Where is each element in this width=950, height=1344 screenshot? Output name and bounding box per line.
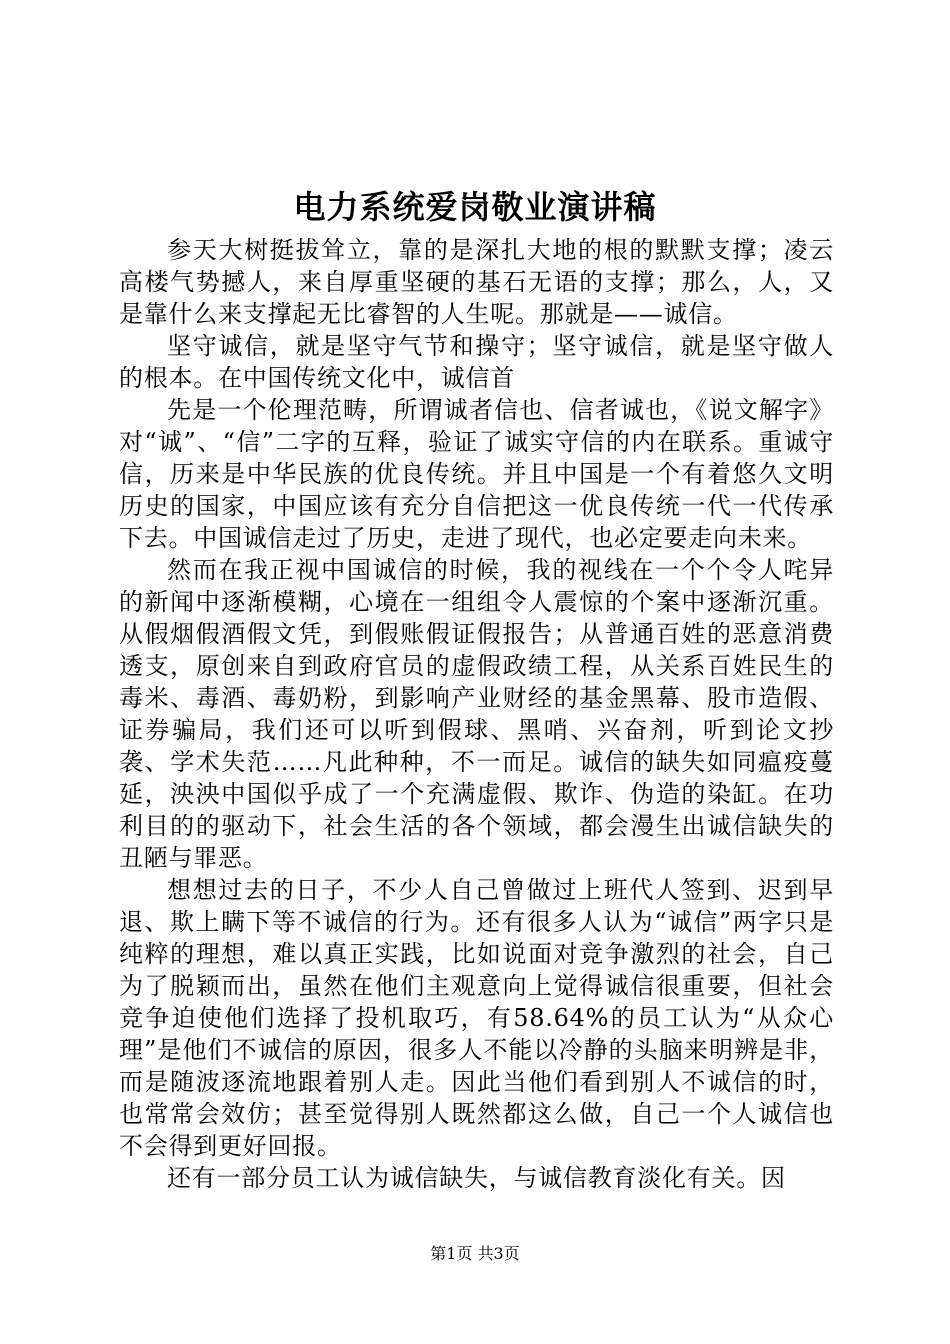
paragraph: 先是一个伦理范畴，所谓诚者信也、信者诚也，《说文解字》对“诚”、“信”二字的互释，验证了诚实守信的内在联系。重诚守信，历来是中华民族的优良传统。并且中国是一个有着悠久文明历史的国家，中国应该有充分自信把这一优良传统一代一代传承下去。中国诚信走过了历史，走进了现代，也必定要走向未来。 xyxy=(119,396,834,552)
paragraph: 参天大树挺拔耸立，靠的是深扎大地的根的默默支撑；凌云高楼气势撼人，来自厚重坚硬的基石无语的支撑；那么，人，又是靠什么来支撑起无比睿智的人生呢。那就是——诚信。 xyxy=(119,236,834,328)
paragraph: 坚守诚信，就是坚守气节和操守；坚守诚信，就是坚守做人的根本。在中国传统文化中，诚信首 xyxy=(119,332,834,392)
paragraph: 想想过去的日子，不少人自己曾做过上班代人签到、迟到早退、欺上瞒下等不诚信的行为。还有很多人认为“诚信”两字只是纯粹的理想，难以真正实践，比如说面对竞争激烈的社会，自己为了脱颖而出，虽然在他们主观意向上觉得诚信很重要，但社会竞争迫使他们选择了投机取巧，有58.64%的员工认为“从众心理”是他们不诚信的原因，很多人不能以冷静的头脑来明辨是非，而是随波逐流地跟着别人走。因此当他们看到别人不诚信的时，也常常会效仿；甚至觉得别人既然都这么做，自己一个人诚信也不会得到更好回报。 xyxy=(119,876,834,1160)
document-title: 电力系统爱岗敬业演讲稿 xyxy=(293,188,657,226)
document-body xyxy=(119,234,834,1194)
page-number-footer: 第1页 共3页 xyxy=(430,1244,520,1263)
paragraph: 然而在我正视中国诚信的时候，我的视线在一个个令人咤异的新闻中逐渐模糊，心境在一组组令人震惊的个案中逐渐沉重。从假烟假酒假文凭，到假账假证假报告；从普通百姓的恶意消费透支，原创来自到政府官员的虚假政绩工程，从关系百姓民生的毒米、毒酒、毒奶粉，到影响产业财经的基金黑幕、股市造假、证券骗局，我们还可以听到假球、黑哨、兴奋剂，听到论文抄袭、学术失范……凡此种种，不一而足。诚信的缺失如同瘟疫蔓延，泱泱中国似乎成了一个充满虚假、欺诈、伪造的染缸。在功利目的的驱动下，社会生活的各个领域，都会漫生出诚信缺失的丑陋与罪恶。 xyxy=(119,556,834,872)
paragraph: 还有一部分员工认为诚信缺失，与诚信教育淡化有关。因 xyxy=(167,1164,786,1192)
